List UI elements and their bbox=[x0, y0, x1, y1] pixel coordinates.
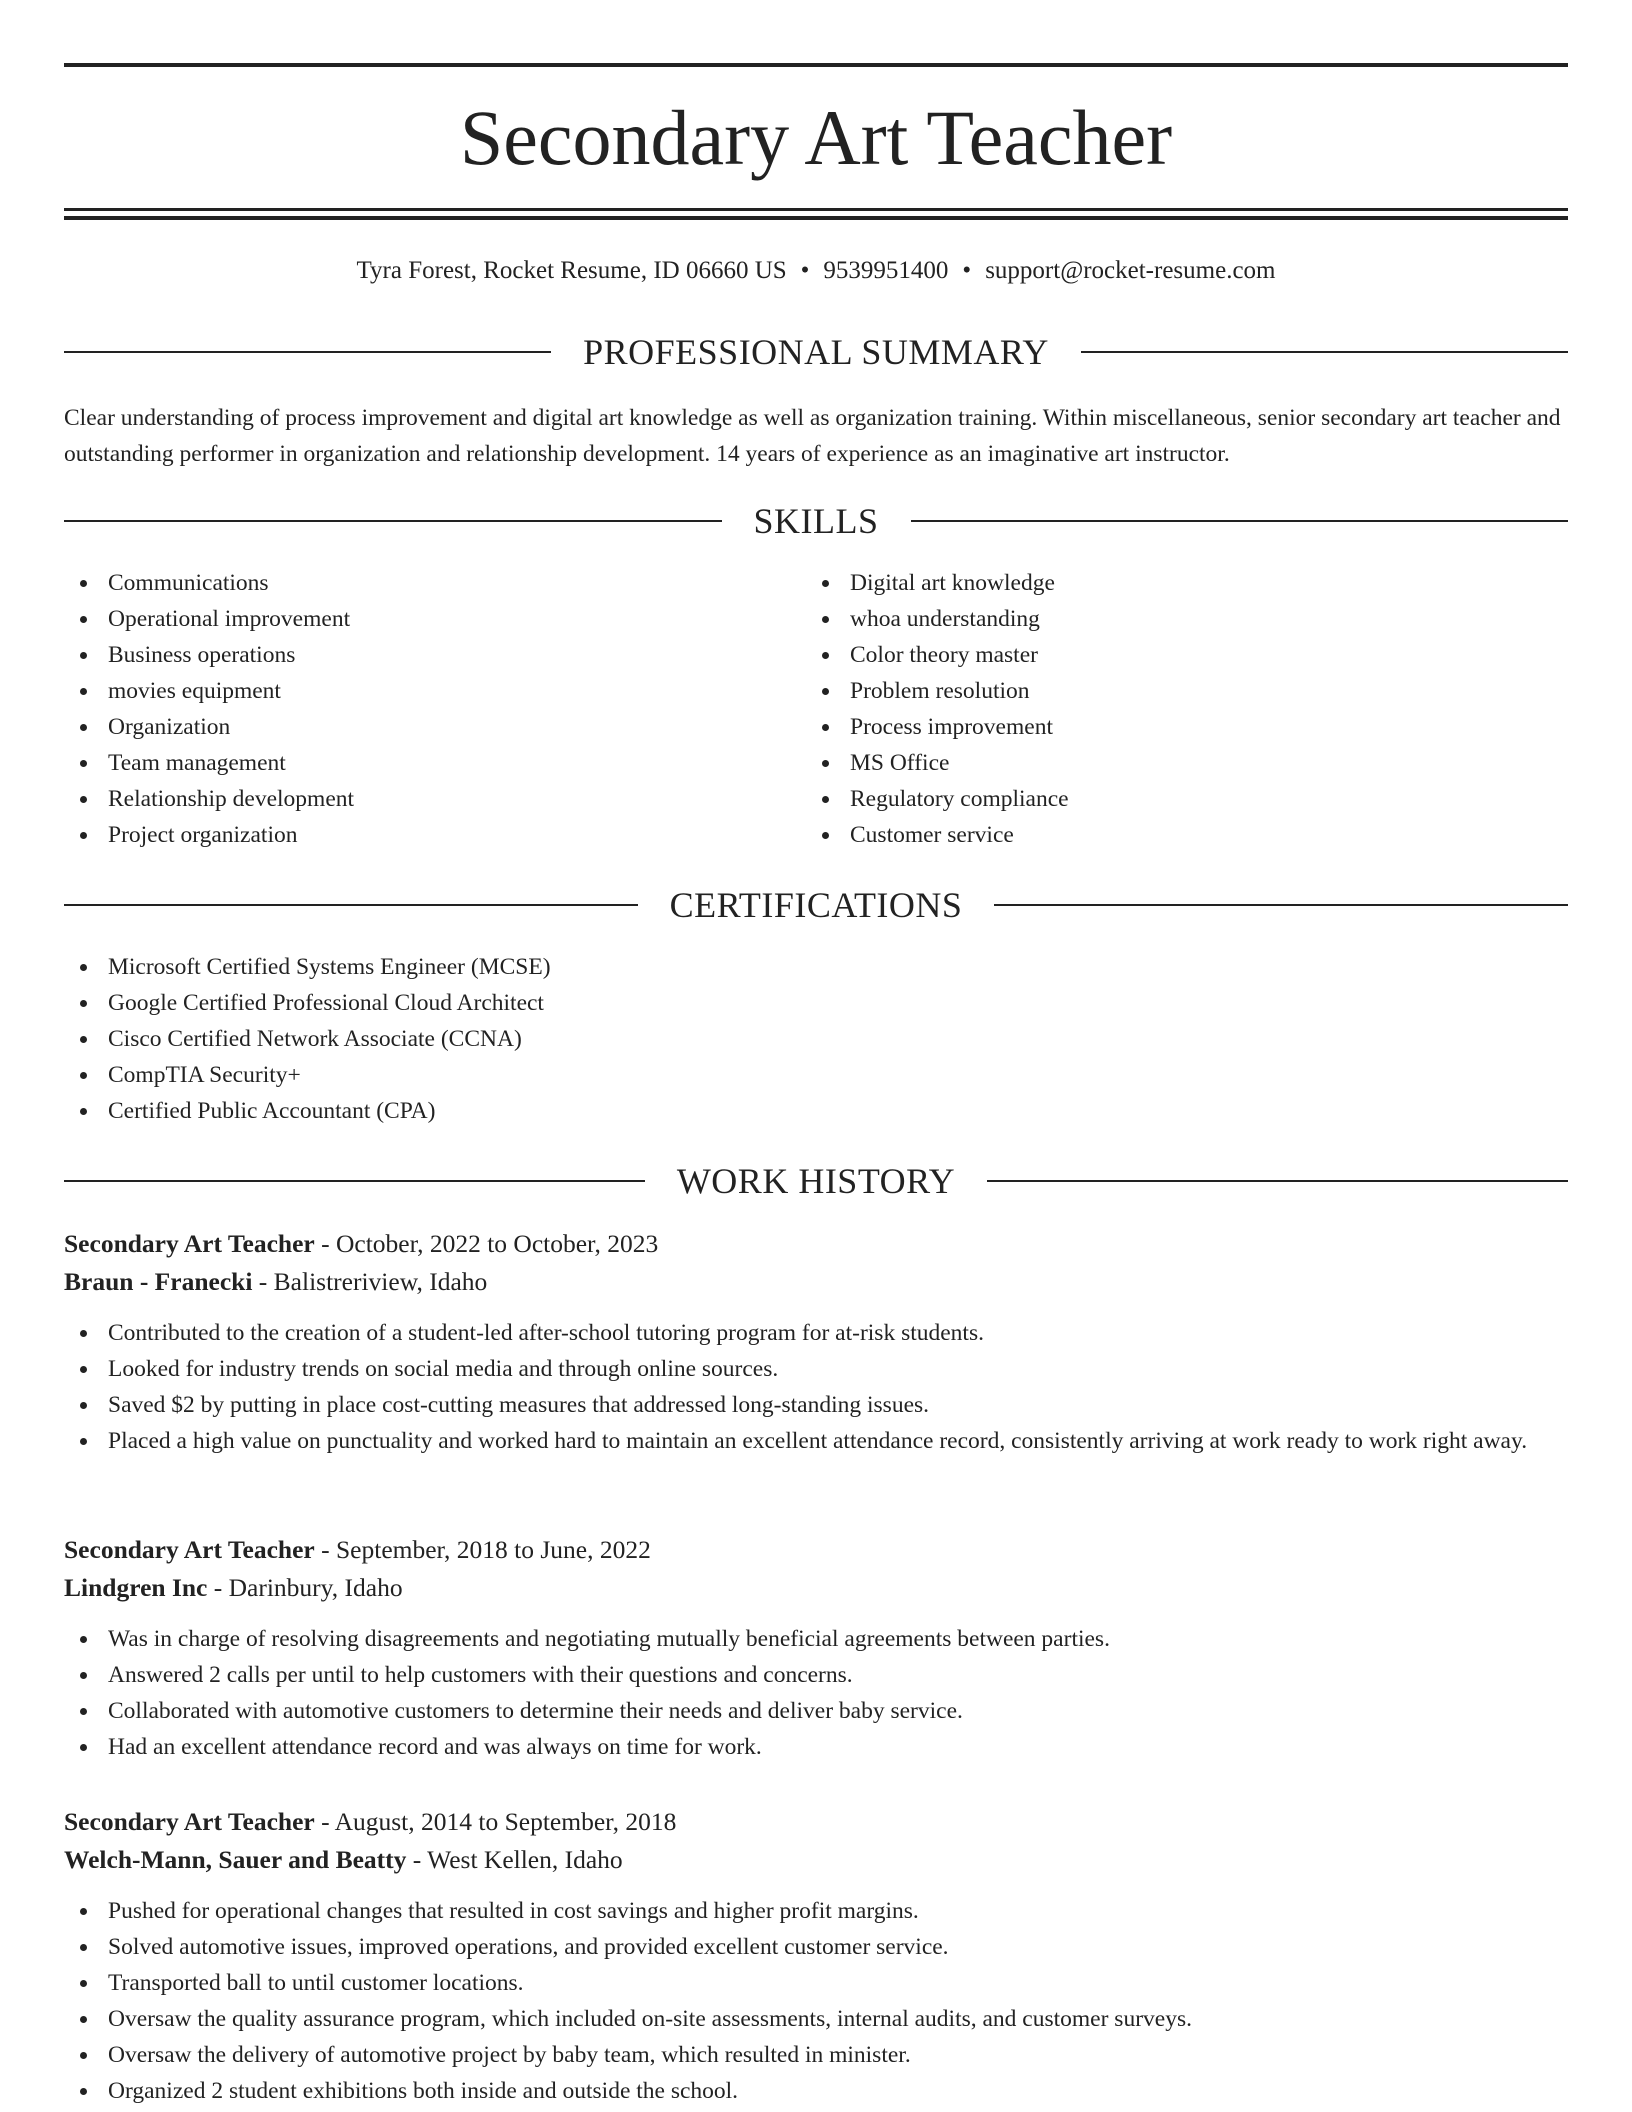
skill-item: Project organization bbox=[64, 817, 804, 853]
job-bullet: Transported ball to until customer locations. bbox=[64, 1965, 1568, 2001]
job-role: Secondary Art Teacher bbox=[64, 1535, 315, 1564]
heading-rule bbox=[64, 520, 722, 522]
certification-item: Certified Public Accountant (CPA) bbox=[64, 1093, 1568, 1129]
title-rule-lower bbox=[64, 216, 1568, 220]
heading-rule bbox=[64, 904, 638, 906]
job-location: West Kellen, Idaho bbox=[427, 1845, 623, 1874]
job-bullet: Had an excellent attendance record and was always on time for work. bbox=[64, 1729, 1568, 1765]
skill-item: Operational improvement bbox=[64, 601, 804, 637]
job-bullet: Saved $2 by putting in place cost-cutting measures that addressed long-standing issues. bbox=[64, 1387, 1568, 1423]
job-bullet: Placed a high value on punctuality and worked hard to maintain an excellent attendance record, consistently arriving at work ready to work right away. bbox=[64, 1423, 1568, 1459]
job-bullets bbox=[64, 1893, 1568, 2109]
skill-item: Digital art knowledge bbox=[806, 565, 1546, 601]
skill-item: Customer service bbox=[806, 817, 1546, 853]
work-heading-row bbox=[64, 1159, 1568, 1203]
certification-item: Microsoft Certified Systems Engineer (MCSE) bbox=[64, 949, 1568, 985]
job-dates: October, 2022 to October, 2023 bbox=[335, 1229, 659, 1258]
job-bullet: Organized 2 student exhibitions both inside and outside the school. bbox=[64, 2073, 1568, 2109]
contact-separator: • bbox=[800, 257, 810, 284]
skill-item: Communications bbox=[64, 565, 804, 601]
resume-title: Secondary Art Teacher bbox=[459, 94, 1173, 181]
job-bullet: Oversaw the delivery of automotive project by baby team, which resulted in minister. bbox=[64, 2037, 1568, 2073]
summary-heading-row bbox=[64, 330, 1568, 374]
certifications-heading-row bbox=[64, 883, 1568, 927]
skill-item: Team management bbox=[64, 745, 804, 781]
job-entry bbox=[64, 1225, 1568, 1459]
certification-item: CompTIA Security+ bbox=[64, 1057, 1568, 1093]
job-bullet: Contributed to the creation of a student-led after-school tutoring program for at-risk students. bbox=[64, 1315, 1568, 1351]
job-bullet: Oversaw the quality assurance program, which included on-site assessments, internal audits, and customer surveys. bbox=[64, 2001, 1568, 2037]
work-heading: WORK HISTORY bbox=[676, 1161, 956, 1201]
job-entry bbox=[64, 1803, 1568, 2109]
skills-list-left bbox=[64, 565, 804, 853]
job-bullet: Looked for industry trends on social media and through online sources. bbox=[64, 1351, 1568, 1387]
skills-heading-row bbox=[64, 499, 1568, 543]
job-bullet: Was in charge of resolving disagreements and negotiating mutually beneficial agreements between parties. bbox=[64, 1621, 1568, 1657]
skill-item: whoa understanding bbox=[806, 601, 1546, 637]
job-company-line: Lindgren Inc - Darinbury, Idaho bbox=[64, 1573, 403, 1602]
heading-rule bbox=[1081, 351, 1568, 353]
certifications-list bbox=[64, 949, 1568, 1129]
skill-item: Color theory master bbox=[806, 637, 1546, 673]
job-company-line: Braun - Franecki - Balistreriview, Idaho bbox=[64, 1267, 488, 1296]
job-title-line: Secondary Art Teacher - September, 2018 to June, 2022 bbox=[64, 1535, 651, 1564]
job-bullets bbox=[64, 1315, 1568, 1459]
skills-list-right bbox=[806, 565, 1546, 853]
job-dates: August, 2014 to September, 2018 bbox=[334, 1807, 677, 1836]
heading-rule bbox=[994, 904, 1568, 906]
job-bullet: Collaborated with automotive customers to determine their needs and deliver baby service. bbox=[64, 1693, 1568, 1729]
job-title-line: Secondary Art Teacher - October, 2022 to October, 2023 bbox=[64, 1229, 659, 1258]
job-bullet: Solved automotive issues, improved operations, and provided excellent customer service. bbox=[64, 1929, 1568, 1965]
heading-rule bbox=[64, 1180, 645, 1182]
certification-item: Google Certified Professional Cloud Architect bbox=[64, 985, 1568, 1021]
job-dates: September, 2018 to June, 2022 bbox=[335, 1535, 651, 1564]
contact-line bbox=[64, 254, 1568, 288]
job-bullet: Pushed for operational changes that resulted in cost savings and higher profit margins. bbox=[64, 1893, 1568, 1929]
certifications-block bbox=[64, 949, 1568, 1129]
heading-rule bbox=[64, 351, 551, 353]
job-bullet: Answered 2 calls per until to help customers with their questions and concerns. bbox=[64, 1657, 1568, 1693]
skill-item: Regulatory compliance bbox=[806, 781, 1546, 817]
certifications-heading: CERTIFICATIONS bbox=[669, 885, 963, 925]
skill-item: Problem resolution bbox=[806, 673, 1546, 709]
job-company-line: Welch-Mann, Sauer and Beatty - West Kellen, Idaho bbox=[64, 1845, 623, 1874]
job-role: Secondary Art Teacher bbox=[64, 1807, 315, 1836]
summary-text: Clear understanding of process improvement and digital art knowledge as well as organization training. Within miscellaneous, senior secondary art teacher and outstanding performer in organization and relationship development. 14 years of experience as an imaginative art instructor. bbox=[64, 405, 1561, 467]
job-role: Secondary Art Teacher bbox=[64, 1229, 315, 1258]
heading-rule bbox=[911, 520, 1569, 522]
job-bullets bbox=[64, 1621, 1568, 1765]
title-rule-upper bbox=[64, 208, 1568, 211]
skill-item: Process improvement bbox=[806, 709, 1546, 745]
skills-left-column bbox=[64, 565, 804, 853]
skill-item: Relationship development bbox=[64, 781, 804, 817]
skills-heading: SKILLS bbox=[753, 501, 879, 541]
skills-right-column bbox=[806, 565, 1546, 853]
job-location: Darinbury, Idaho bbox=[228, 1573, 403, 1602]
skill-item: Business operations bbox=[64, 637, 804, 673]
contact-separator: • bbox=[962, 257, 972, 284]
heading-rule bbox=[987, 1180, 1568, 1182]
summary-heading: PROFESSIONAL SUMMARY bbox=[583, 332, 1049, 372]
job-entry bbox=[64, 1531, 1568, 1765]
skill-item: movies equipment bbox=[64, 673, 804, 709]
certification-item: Cisco Certified Network Associate (CCNA) bbox=[64, 1021, 1568, 1057]
skill-item: Organization bbox=[64, 709, 804, 745]
job-company: Lindgren Inc bbox=[64, 1573, 208, 1602]
job-company: Braun - Franecki bbox=[64, 1267, 253, 1296]
contact-address: Tyra Forest, Rocket Resume, ID 06660 US bbox=[356, 257, 787, 284]
job-company: Welch-Mann, Sauer and Beatty bbox=[64, 1845, 407, 1874]
job-title-line: Secondary Art Teacher - August, 2014 to September, 2018 bbox=[64, 1807, 677, 1836]
job-location: Balistreriview, Idaho bbox=[273, 1267, 488, 1296]
skill-item: MS Office bbox=[806, 745, 1546, 781]
top-rule bbox=[64, 63, 1568, 67]
contact-email: support@rocket-resume.com bbox=[985, 257, 1276, 284]
contact-phone: 9539951400 bbox=[823, 257, 949, 284]
